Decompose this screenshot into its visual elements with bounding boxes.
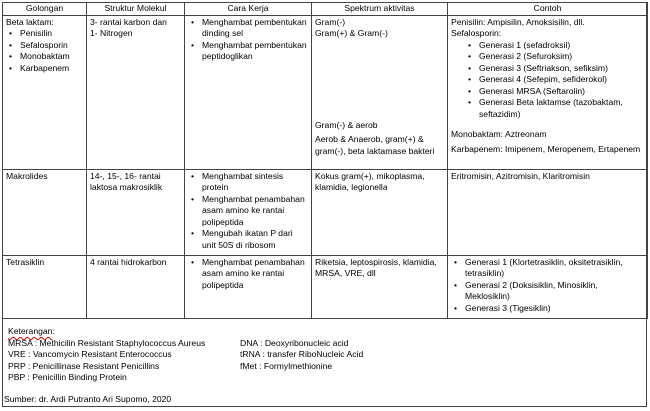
cell-struktur: 14-, 15-, 16- rantai laktosa makrosiklik <box>87 169 185 255</box>
golongan-list <box>6 28 83 74</box>
list-item: • Generasi 4 (Sefepim, sefiderokol) <box>451 74 644 86</box>
note-item: tRNA : transfer RiboNucleic Acid <box>240 349 364 359</box>
list-item: • Generasi Beta laktamse (tazobaktam, seftazidim) <box>451 97 644 120</box>
cara-list <box>188 17 308 63</box>
header-cara-kerja: Cara Kerja <box>185 3 312 16</box>
cell-struktur <box>87 15 185 169</box>
list-item: • Generasi 3 (Tigesiklin) <box>451 303 644 315</box>
spektrum-line: Aerob & Anaerob, gram(+) & gram(-), beta laktamase bakteri <box>315 134 435 156</box>
list-item: • Penisilin <box>6 28 83 40</box>
cell-contoh: Eritromisin, Azitromisin, Klaritromisin <box>448 169 648 255</box>
cell-golongan: Makrolides <box>3 169 87 255</box>
cara-list <box>188 171 308 252</box>
cell-golongan: Tetrasiklin <box>3 255 87 318</box>
notes-title: Keterangan <box>8 326 53 336</box>
list-item: • Generasi 2 (Sefuroksim) <box>451 51 644 63</box>
cell-contoh <box>448 255 648 318</box>
contoh-line: Penisilin: Ampisilin, Amoksisilin, dll. <box>451 16 585 27</box>
note-item: MRSA : Methicilin Resistant Staphylococcus Aureus <box>8 337 206 348</box>
cell-spektrum <box>312 15 448 169</box>
cara-list <box>188 257 308 292</box>
header-spektrum: Spektrum aktivitas <box>312 3 448 16</box>
contoh-line: Sefalosporin: <box>451 28 502 38</box>
source-citation: Sumber: dr. Ardi Putranto Ari Supomo, 2020 <box>4 394 172 404</box>
struktur-line: 3- rantai karbon dan <box>90 16 167 27</box>
header-golongan: Golongan <box>3 3 87 16</box>
golongan-title: Beta laktam: <box>6 16 54 27</box>
list-item: • Generasi 1 (sefadroksil) <box>451 40 644 52</box>
generasi-list <box>451 40 644 121</box>
cell-cara-kerja <box>185 255 312 318</box>
cell-cara-kerja <box>185 169 312 255</box>
cell-spektrum: Kokus gram(+), mikoplasma, klamidia, legionella <box>312 169 448 255</box>
list-item: • Menghambat sintesis protein <box>188 171 308 194</box>
note-item: PBP : Penicillin Binding Protein <box>8 372 127 382</box>
spektrum-line: Gram(-) <box>315 16 346 27</box>
cell-struktur: 4 rantai hidrokarbon <box>87 255 185 318</box>
row-tetrasiklin <box>3 255 648 318</box>
header-contoh: Contoh <box>448 3 648 16</box>
contoh-line: Monobaktam: Aztreonam <box>451 129 547 139</box>
cell-spektrum: Riketsia, leptospirosis, klamidia, MRSA, VRE, dll <box>312 255 448 318</box>
cell-golongan <box>3 15 87 169</box>
notes-title-colon: : <box>52 326 55 336</box>
note-item: VRE : Vancomycin Resistant Enterococcus <box>8 349 172 359</box>
list-item: • Menghambat penambahan asam amino ke rantai polipeptida <box>188 257 308 292</box>
list-item: • Generasi 2 (Doksisiklin, Minosiklin, Meklosiklin) <box>451 280 644 303</box>
note-item: DNA : Deoxyribonucleic acid <box>240 337 349 348</box>
note-item: PRP : Penicillinase Resistant Penicillins <box>8 360 160 371</box>
list-item: • Generasi MRSA (Seftarolin) <box>451 86 644 98</box>
cell-contoh <box>448 15 648 169</box>
header-row <box>3 3 648 16</box>
row-makrolides <box>3 169 648 255</box>
contoh-line: Karbapenem: Imipenem, Meropenem, Ertapenem <box>451 143 641 154</box>
list-item: • Menghambat pembentukan dinding sel <box>188 17 308 40</box>
contoh-list <box>451 257 644 315</box>
list-item: • Menghambat penambahan asam amino ke rantai polipeptida <box>188 194 308 229</box>
row-beta-laktam <box>3 15 648 169</box>
list-item: • Generasi 3 (Seftriakson, sefiksim) <box>451 63 644 75</box>
list-item: • Karbapenem <box>6 63 83 75</box>
list-item: • Monobaktam <box>6 51 83 63</box>
header-struktur: Struktur Molekul <box>87 3 185 16</box>
spektrum-line: Gram(-) & aerob <box>315 119 378 130</box>
list-item: • Generasi 1 (Klortetrasiklin, oksitetrasiklin, tetrasiklin) <box>451 257 644 280</box>
struktur-line: 1- Nitrogen <box>90 28 133 38</box>
spektrum-line: Gram(+) & Gram(-) <box>315 28 388 38</box>
list-item: • Menghambat pembentukan peptidoglikan <box>188 40 308 63</box>
antibiotic-table <box>2 2 648 319</box>
list-item: • Mengubah ikatan P dari unit 50S di ribosom <box>188 228 308 251</box>
list-item: • Sefalosporin <box>6 40 83 52</box>
legend-notes <box>8 326 628 384</box>
cell-cara-kerja <box>185 15 312 169</box>
note-item: fMet : Formylmethionine <box>240 360 333 371</box>
